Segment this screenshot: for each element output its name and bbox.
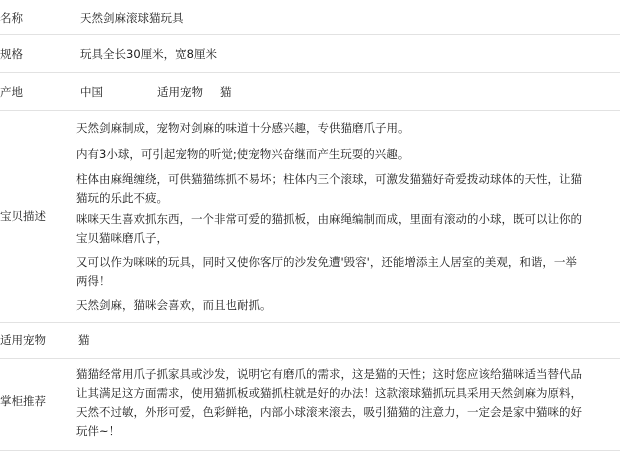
suitable-pet-inline-value: 猫 [220,85,232,99]
description-paragraph: 柱体由麻绳缠绕，可供猫猫练抓不易坏；柱体内三个滚球，可激发猫猫好奇爱拨动球体的天性，让猫猫玩的乐此不疲。 [76,172,582,205]
row-divider [0,110,620,111]
row-divider [0,72,620,73]
description-paragraph: 咪咪天生喜欢抓东西，一个非常可爱的猫抓板，由麻绳编制而成，里面有滚动的小球，既可以让你的宝贝猫咪磨爪子， [76,212,582,245]
description-label: 宝贝描述 [0,209,46,223]
suitable-pet-label: 适用宠物 [0,333,46,347]
spec-value: 玩具全长30厘米，宽8厘米 [80,47,217,61]
origin-label: 产地 [0,85,23,99]
recommend-text: 猫猫经常用爪子抓家具或沙发，说明它有磨爪的需求，这是猫的天性；这时您应该给猫咪适当替代品让其满足这方面需求，使用猫抓板或猫抓柱就是好的办法！这款滚球猫抓玩具采用天然剑麻为原料，天然不过敏，外形可爱，色彩鲜艳，内部小球滚来滚去，吸引猫猫的注意力，一定会是家中猫咪的好玩伴~！ [76,367,582,438]
description-paragraph: 又可以作为咪咪的玩具，同时又使你客厅的沙发免遭'毁容'，还能增添主人居室的美观，和谐，一举两得！ [76,255,577,288]
name-value: 天然剑麻滚球猫玩具 [80,11,184,25]
description-paragraph: 天然剑麻制成，宠物对剑麻的味道十分感兴趣，专供猫磨爪子用。 [76,121,410,135]
row-divider [0,322,620,323]
suitable-pet-inline-label: 适用宠物 [157,85,203,99]
description-paragraph: 内有3小球，可引起宠物的听觉;使宠物兴奋继而产生玩耍的兴趣。 [76,147,410,161]
spec-label: 规格 [0,47,23,61]
row-divider [0,34,620,35]
recommend-label: 掌柜推荐 [0,394,46,408]
name-label: 名称 [0,11,23,25]
row-divider [0,358,620,359]
description-paragraph: 天然剑麻，猫咪会喜欢，而且也耐抓。 [76,298,272,312]
suitable-pet-value: 猫 [78,333,90,347]
origin-value: 中国 [80,85,103,99]
row-divider [0,450,620,451]
